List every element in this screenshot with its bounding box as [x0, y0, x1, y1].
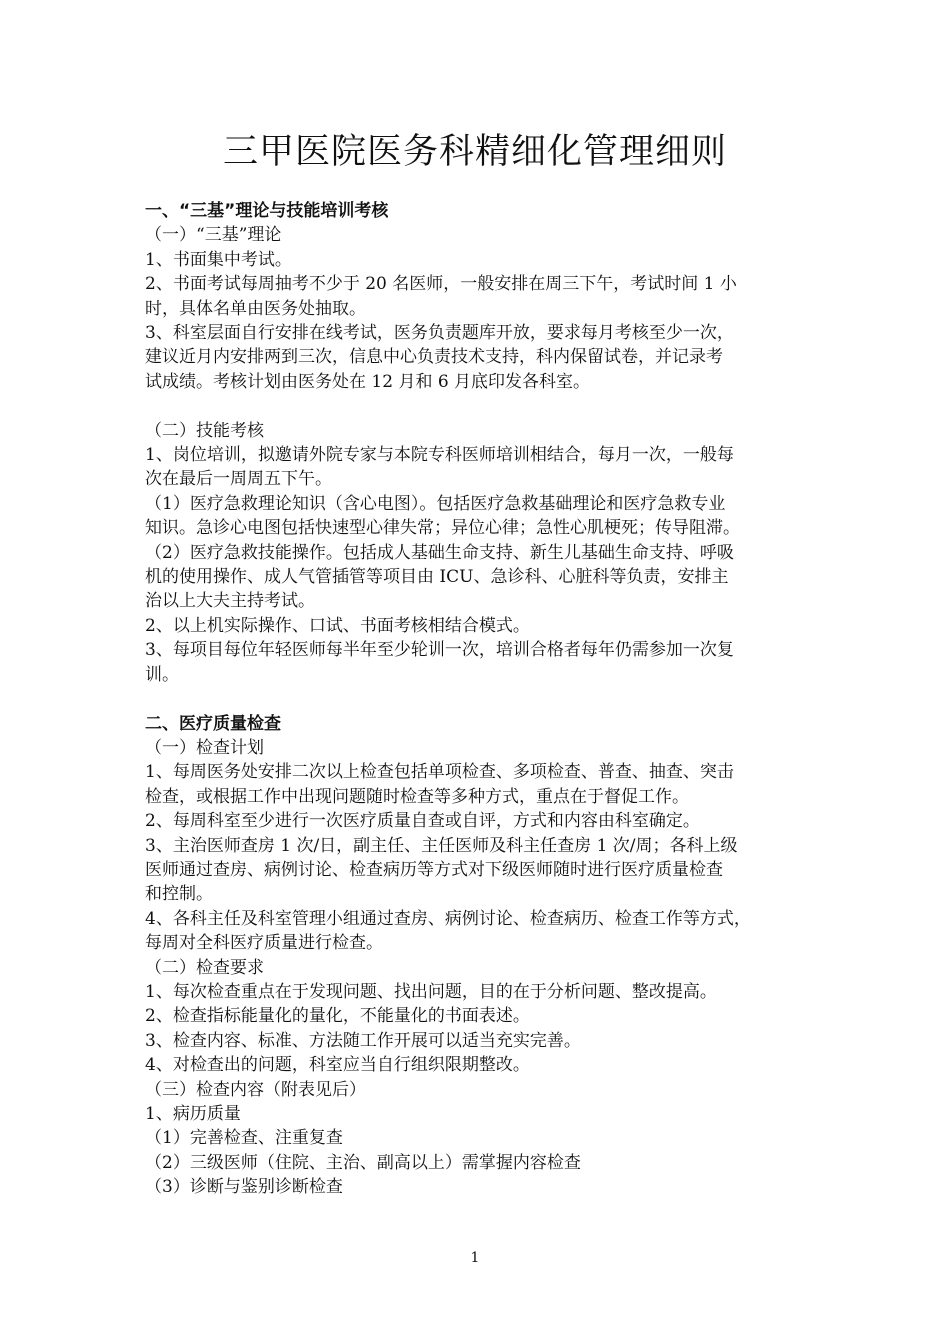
section-heading: 二、医疗质量检查 — [145, 713, 281, 734]
body-text-line: 2、每周科室至少进行一次医疗质量自查或自评，方式和内容由科室确定。 — [145, 811, 700, 832]
body-text-line: 1、病历质量 — [145, 1104, 241, 1124]
body-text-line: 1、书面集中考试。 — [145, 249, 292, 270]
body-text-line: （3）诊断与鉴别诊断检查 — [145, 1177, 343, 1198]
body-text-line: 治以上大夫主持考试。 — [145, 591, 315, 612]
document-title: 三甲医院医务科精细化管理细则 — [222, 132, 727, 172]
body-text-line: 建议近月内安排两到三次，信息中心负责技术支持，科内保留试卷，并记录考 — [145, 347, 723, 368]
body-text-line: 1、每次检查重点在于发现问题、找出问题，目的在于分析问题、整改提高。 — [145, 981, 717, 1002]
body-text-line: 试成绩。考核计划由医务处在 12 月和 6 月底印发各科室。 — [145, 371, 591, 392]
body-text-line: 机的使用操作、成人气管插管等项目由 ICU、急诊科、心脏科等负责，安排主 — [145, 567, 729, 588]
body-text-line: 3、每项目每位年轻医师每半年至少轮训一次，培训合格者每年仍需参加一次复 — [145, 640, 734, 661]
body-text-line: 4、对检查出的问题，科室应当自行组织限期整改。 — [145, 1055, 530, 1076]
body-text-line: 训。 — [145, 664, 179, 685]
body-text-line: 和控制。 — [145, 884, 213, 905]
body-text-line: （1）医疗急救理论知识（含心电图）。包括医疗急救基础理论和医疗急救专业 — [145, 493, 726, 514]
document-body — [145, 199, 825, 1200]
body-text-line: （一）“三基”理论 — [145, 225, 282, 246]
body-text-line: 1、岗位培训，拟邀请外院专家与本院专科医师培训相结合，每月一次，一般每 — [145, 445, 734, 466]
section-heading: 一、“三基”理论与技能培训考核 — [145, 201, 389, 221]
body-text-line: 2、检查指标能量化的量化，不能量化的书面表述。 — [145, 1006, 530, 1027]
body-text-line: 时，具体名单由医务处抽取。 — [145, 298, 366, 319]
body-text-line: 1、每周医务处安排二次以上检查包括单项检查、多项检查、普查、抽查、突击 — [145, 762, 734, 783]
body-text-line: （一）检查计划 — [145, 737, 264, 758]
blank-line — [145, 687, 825, 711]
body-text-line: 次在最后一周周五下午。 — [145, 469, 332, 490]
body-text-line: 4、各科主任及科室管理小组通过查房、病例讨论、检查病历、检查工作等方式， — [145, 908, 751, 929]
body-text-line: 检查，或根据工作中出现问题随时检查等多种方式，重点在于督促工作。 — [145, 786, 689, 807]
body-text-line: 每周对全科医疗质量进行检查。 — [145, 933, 383, 954]
body-text-line: 3、科室层面自行安排在线考试，医务负责题库开放，要求每月考核至少一次， — [145, 323, 734, 344]
body-text-line: 2、书面考试每周抽考不少于 20 名医师，一般安排在周三下午，考试时间 1 小 — [145, 274, 737, 295]
body-text-line: （2）三级医师（住院、主治、副高以上）需掌握内容检查 — [145, 1152, 581, 1173]
blank-line — [145, 394, 825, 418]
body-text-line: （2）医疗急救技能操作。包括成人基础生命支持、新生儿基础生命支持、呼吸 — [145, 542, 734, 563]
body-text-line: （二）技能考核 — [145, 420, 264, 441]
body-text-line: 医师通过查房、病例讨论、检查病历等方式对下级医师随时进行医疗质量检查 — [145, 859, 723, 880]
body-text-line: 知识。急诊心电图包括快速型心律失常；异位心律；急性心肌梗死；传导阻滞。 — [145, 518, 740, 539]
body-text-line: 3、检查内容、标准、方法随工作开展可以适当充实完善。 — [145, 1030, 581, 1051]
body-text-line: （三）检查内容（附表见后） — [145, 1079, 366, 1100]
body-text-line: （1）完善检查、注重复查 — [145, 1128, 343, 1149]
body-text-line: 2、以上机实际操作、口试、书面考核相结合模式。 — [145, 615, 530, 636]
body-text-line: （二）检查要求 — [145, 957, 264, 978]
page-number: 1 — [470, 1250, 480, 1266]
body-text-line: 3、主治医师查房 1 次/日，副主任、主任医师及科主任查房 1 次/周；各科上级 — [145, 835, 738, 856]
